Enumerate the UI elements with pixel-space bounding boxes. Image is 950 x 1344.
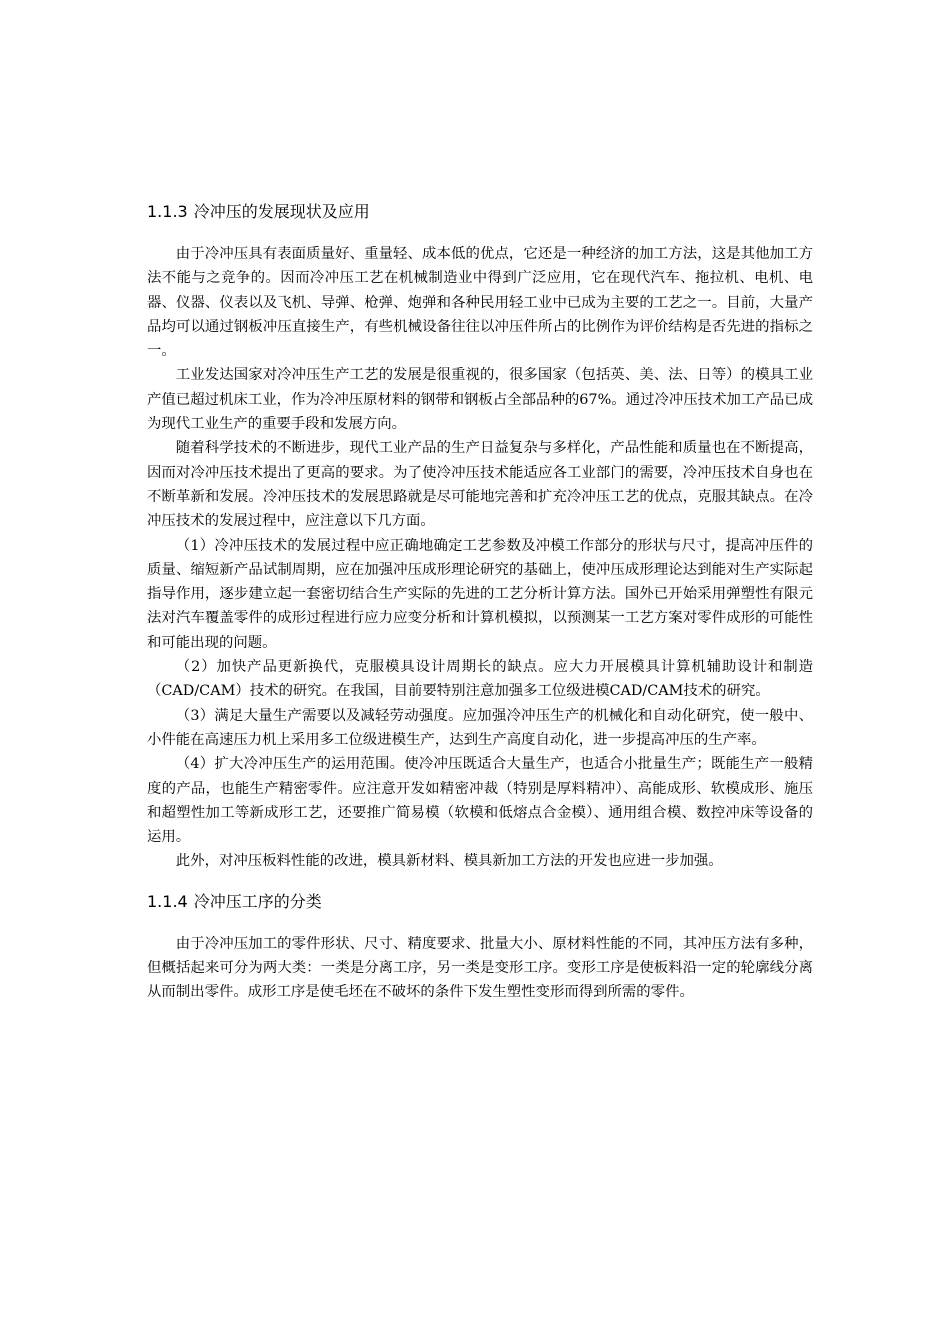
paragraph: （1）冷冲压技术的发展过程中应正确地确定工艺参数及冲模工作部分的形状与尺寸，提高冲压件的质量、缩短新产品试制周期，应在加强冲压成形理论研究的基础上，使冲压成形理论达到能对生产实际起指导作用，逐步建立起一套密切结合生产实际的先进的工艺分析计算方法。国外已开始采用弹塑性有限元法对汽车覆盖零件的成形过程进行应力应变分析和计算机模拟，以预测某一工艺方案对零件成形的可能性和可能出现的问题。 bbox=[147, 537, 813, 651]
section-heading bbox=[147, 890, 813, 914]
paragraph: 此外，对冲压板料性能的改进，模具新材料、模具新加工方法的开发也应进一步加强。 bbox=[175, 853, 723, 870]
document-body bbox=[147, 200, 813, 1005]
paragraph: （3）满足大量生产需要以及减轻劳动强度。应加强冷冲压生产的机械化和自动化研究，使一般中、小件能在高速压力机上采用多工位级进模生产，达到生产高度自动化，进一步提高冲压的生产率。 bbox=[147, 707, 813, 748]
paragraph: 工业发达国家对冷冲压生产工艺的发展是很重视的，很多国家（包括英、美、法、日等）的模具工业产值已超过机床工业，作为冷冲压原材料的钢带和钢板占全部品种的67%。通过冷冲压技术加工产品已成为现代工业生产的重要手段和发展方向。 bbox=[147, 367, 813, 433]
paragraph: 随着科学技术的不断进步，现代工业产品的生产日益复杂与多样化，产品性能和质量也在不断提高，因而对冷冲压技术提出了更高的要求。为了使冷冲压技术能适应各工业部门的需要，冷冲压技术自身也在不断革新和发展。冷冲压技术的发展思路就是尽可能地完善和扩充冷冲压工艺的优点，克服其缺点。在冷冲压技术的发展过程中，应注意以下几方面。 bbox=[147, 440, 813, 530]
section-1-1-4 bbox=[147, 890, 813, 1005]
paragraph: 由于冷冲压加工的零件形状、尺寸、精度要求、批量大小、原材料性能的不同，其冲压方法有多种，但概括起来可分为两大类：一类是分离工序，另一类是变形工序。变形工序是使板料沿一定的轮廓线分离从而制出零件。成形工序是使毛坯在不破坏的条件下发生塑性变形而得到所需的零件。 bbox=[147, 935, 813, 1001]
section-heading bbox=[147, 200, 813, 224]
paragraph: 由于冷冲压具有表面质量好、重量轻、成本低的优点，它还是一种经济的加工方法，这是其他加工方法不能与之竞争的。因而冷冲压工艺在机械制造业中得到广泛应用，它在现代汽车、拖拉机、电机、电器、仪器、仪表以及飞机、导弹、枪弹、炮弹和各种民用轻工业中已成为主要的工艺之一。目前，大量产品均可以通过钢板冲压直接生产，有些机械设备往往以冲压件所占的比例作为评价结构是否先进的指标之一。 bbox=[147, 246, 813, 360]
section-number: 1.1.3 bbox=[147, 202, 188, 221]
section-title: 冷冲压工序的分类 bbox=[193, 891, 322, 911]
paragraph: （2）加快产品更新换代，克服模具设计周期长的缺点。应大力开展模具计算机辅助设计和制造（CAD/CAM）技术的研究。在我国，目前要特别注意加强多工位级进模CAD/CAM技术的研究。 bbox=[147, 659, 813, 700]
paragraph: （4）扩大冷冲压生产的运用范围。使冷冲压既适合大量生产，也适合小批量生产；既能生产一般精度的产品，也能生产精密零件。应注意开发如精密冲裁（特别是厚料精冲）、高能成形、软模成形、施压和超塑性加工等新成形工艺，还要推广简易模（软模和低熔点合金模）、通用组合模、数控冲床等设备的运用。 bbox=[147, 756, 813, 846]
section-title: 冷冲压的发展现状及应用 bbox=[193, 202, 370, 221]
section-number: 1.1.4 bbox=[147, 891, 188, 911]
section-1-1-3 bbox=[147, 200, 813, 874]
